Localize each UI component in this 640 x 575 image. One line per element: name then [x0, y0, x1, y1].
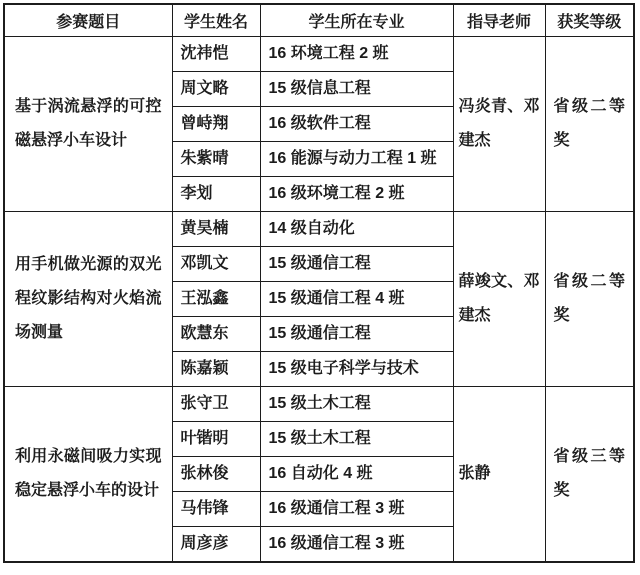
awards-table	[3, 3, 635, 563]
student-major-cell: 16 能源与动力工程 1 班	[260, 141, 453, 176]
student-major-cell: 15 级通信工程	[260, 316, 453, 351]
advisor-cell: 冯炎青、邓建杰	[453, 36, 545, 211]
student-name-cell: 马伟锋	[172, 491, 260, 526]
student-name-cell: 张守卫	[172, 386, 260, 421]
student-name-cell: 张林俊	[172, 456, 260, 491]
student-name-cell: 欧慧东	[172, 316, 260, 351]
project-title-cell: 基于涡流悬浮的可控磁悬浮小车设计	[4, 36, 172, 211]
student-major-cell: 16 自动化 4 班	[260, 456, 453, 491]
table-row	[4, 36, 634, 71]
student-major-cell: 16 级软件工程	[260, 106, 453, 141]
student-major-cell: 15 级土木工程	[260, 421, 453, 456]
student-name-cell: 邓凯文	[172, 246, 260, 281]
col-header-student-major: 学生所在专业	[260, 4, 453, 36]
award-cell: 省级二等奖	[545, 36, 634, 211]
project-title-cell: 利用永磁间吸力实现稳定悬浮小车的设计	[4, 386, 172, 562]
table-row	[4, 386, 634, 421]
col-header-award: 获奖等级	[545, 4, 634, 36]
award-cell: 省级二等奖	[545, 211, 634, 386]
student-name-cell: 周彦彦	[172, 526, 260, 562]
header-row	[4, 4, 634, 36]
student-name-cell: 陈嘉颖	[172, 351, 260, 386]
award-cell: 省级三等奖	[545, 386, 634, 562]
student-name-cell: 周文略	[172, 71, 260, 106]
table-row	[4, 211, 634, 246]
advisor-cell: 薛竣文、邓建杰	[453, 211, 545, 386]
student-major-cell: 15 级信息工程	[260, 71, 453, 106]
advisor-cell: 张静	[453, 386, 545, 562]
student-major-cell: 15 级通信工程 4 班	[260, 281, 453, 316]
student-major-cell: 15 级土木工程	[260, 386, 453, 421]
project-title-cell: 用手机做光源的双光程纹影结构对火焰流场测量	[4, 211, 172, 386]
student-major-cell: 14 级自动化	[260, 211, 453, 246]
col-header-topic: 参赛题目	[4, 4, 172, 36]
student-name-cell: 叶锴明	[172, 421, 260, 456]
student-major-cell: 16 级环境工程 2 班	[260, 176, 453, 211]
student-major-cell: 16 级通信工程 3 班	[260, 526, 453, 562]
student-major-cell: 15 级通信工程	[260, 246, 453, 281]
col-header-advisor: 指导老师	[453, 4, 545, 36]
student-major-cell: 16 级通信工程 3 班	[260, 491, 453, 526]
student-name-cell: 王泓鑫	[172, 281, 260, 316]
student-name-cell: 李划	[172, 176, 260, 211]
student-name-cell: 朱紫晴	[172, 141, 260, 176]
student-name-cell: 曾峙翔	[172, 106, 260, 141]
student-major-cell: 16 环境工程 2 班	[260, 36, 453, 71]
student-name-cell: 黄昊楠	[172, 211, 260, 246]
col-header-student-name: 学生姓名	[172, 4, 260, 36]
student-name-cell: 沈祎恺	[172, 36, 260, 71]
student-major-cell: 15 级电子科学与技术	[260, 351, 453, 386]
